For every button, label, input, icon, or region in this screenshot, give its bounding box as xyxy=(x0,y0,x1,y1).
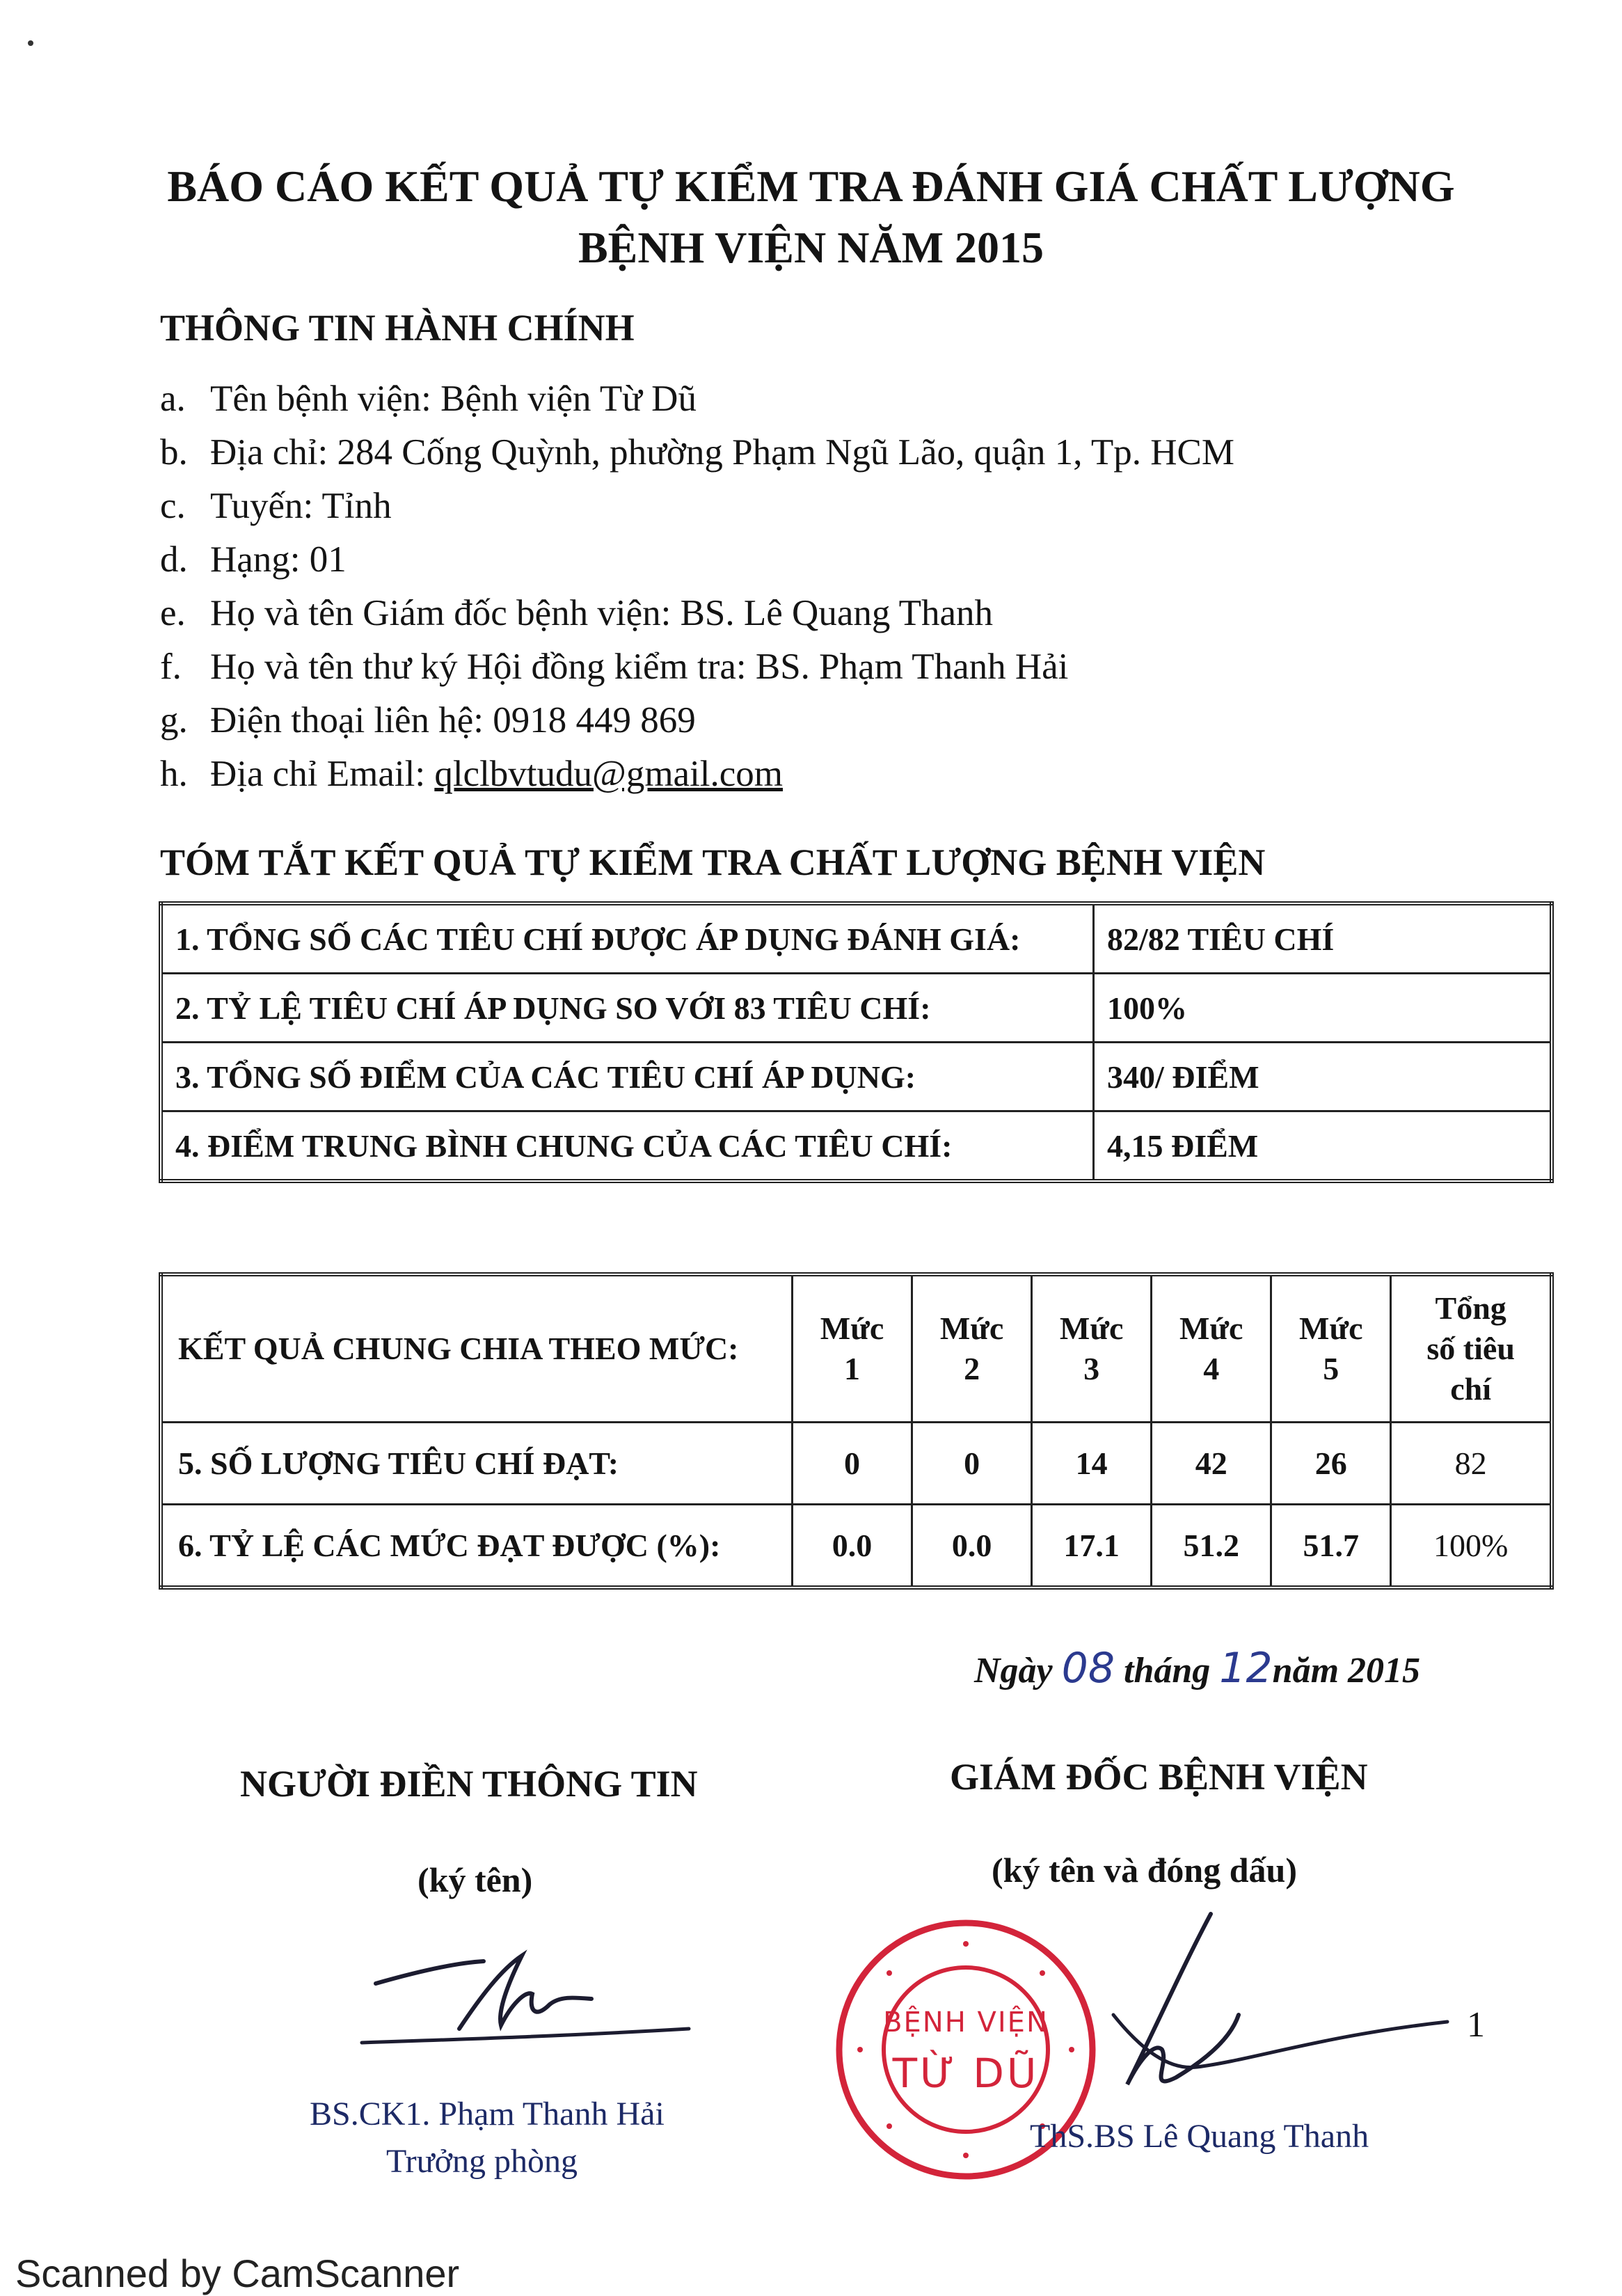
row-label: 5. SỐ LƯỢNG TIÊU CHÍ ĐẠT: xyxy=(161,1423,793,1505)
table-cell: 0 xyxy=(793,1423,912,1505)
info-item-hospital-name: a. Tên bệnh viện: Bệnh viện Từ Dũ xyxy=(160,379,697,419)
left-signature-mark xyxy=(362,1942,696,2060)
email-link[interactable]: qlclbvtudu@gmail.com xyxy=(434,754,784,794)
left-signer-instruction: (ký tên) xyxy=(418,1860,533,1899)
summary-label: 1. TỔNG SỐ CÁC TIÊU CHÍ ĐƯỢC ÁP DỤNG ĐÁNH GIÁ: xyxy=(161,903,1094,974)
handwritten-day: 08 xyxy=(1061,1644,1115,1693)
table-cell: 82 xyxy=(1391,1423,1552,1505)
column-header: Mức 5 xyxy=(1271,1274,1391,1423)
info-item-email: h. Địa chỉ Email: qlclbvtudu@gmail.com xyxy=(160,747,1234,801)
document-title-line2: BỆNH VIỆN NĂM 2015 xyxy=(578,223,1044,272)
table-row xyxy=(161,1505,1552,1588)
summary-value: 100% xyxy=(1094,974,1552,1043)
right-signature-mark xyxy=(1099,1910,1461,2119)
summary-heading: TÓM TẮT KẾT QUẢ TỰ KIỂM TRA CHẤT LƯỢNG BỆNH VIỆN xyxy=(160,841,1266,883)
admin-info-list xyxy=(160,372,1234,801)
info-item-rank: d. Hạng: 01 xyxy=(160,539,347,580)
table-cell: 42 xyxy=(1152,1423,1271,1505)
left-signer-role: Trưởng phòng xyxy=(386,2143,578,2180)
table-row xyxy=(161,903,1552,974)
summary-label: 3. TỔNG SỐ ĐIỂM CỦA CÁC TIÊU CHÍ ÁP DỤNG: xyxy=(161,1043,1094,1111)
info-item-director: e. Họ và tên Giám đốc bệnh viện: BS. Lê Quang Thanh xyxy=(160,593,994,633)
table-cell: 17.1 xyxy=(1032,1505,1152,1588)
summary-value: 82/82 TIÊU CHÍ xyxy=(1094,903,1552,974)
summary-table xyxy=(159,901,1554,1183)
table-cell: 100% xyxy=(1391,1505,1552,1588)
date-line: Ngày 08 tháng 12năm 2015 xyxy=(974,1644,1421,1693)
table-cell: 26 xyxy=(1271,1423,1391,1505)
stamp-line-1: BỆNH VIỆN xyxy=(883,2006,1049,2038)
scanner-watermark: Scanned by CamScanner xyxy=(15,2251,460,2295)
left-signer-name: BS.CK1. Phạm Thanh Hải xyxy=(310,2096,665,2132)
levels-table xyxy=(159,1272,1554,1590)
levels-header-row xyxy=(161,1274,1552,1423)
column-header: Tổng số tiêu chí xyxy=(1391,1274,1552,1423)
right-signer-title: GIÁM ĐỐC BỆNH VIỆN xyxy=(950,1756,1368,1798)
table-row xyxy=(161,1423,1552,1505)
table-cell: 51.7 xyxy=(1271,1505,1391,1588)
right-signer-name: ThS.BS Lê Quang Thanh xyxy=(1030,2118,1369,2155)
table-cell: 0 xyxy=(912,1423,1032,1505)
summary-value: 4,15 ĐIỂM xyxy=(1094,1111,1552,1182)
document-title-line1: BÁO CÁO KẾT QUẢ TỰ KIỂM TRA ĐÁNH GIÁ CHẤT LƯỢNG xyxy=(167,161,1455,211)
table-row xyxy=(161,1111,1552,1182)
row-label: 6. TỶ LỆ CÁC MỨC ĐẠT ĐƯỢC (%): xyxy=(161,1505,793,1588)
info-item-phone: g. Điện thoại liên hệ: 0918 449 869 xyxy=(160,700,696,741)
table-cell: 14 xyxy=(1032,1423,1152,1505)
table-cell: 51.2 xyxy=(1152,1505,1271,1588)
info-item-secretary: f. Họ và tên thư ký Hội đồng kiểm tra: BS. Phạm Thanh Hải xyxy=(160,647,1069,687)
handwritten-month: 12 xyxy=(1219,1644,1273,1693)
table-row xyxy=(161,974,1552,1043)
page-number: 1 xyxy=(1467,2005,1485,2045)
column-header: Mức 4 xyxy=(1152,1274,1271,1423)
column-header: Mức 1 xyxy=(793,1274,912,1423)
summary-label: 4. ĐIỂM TRUNG BÌNH CHUNG CỦA CÁC TIÊU CHÍ: xyxy=(161,1111,1094,1182)
table-cell: 0.0 xyxy=(793,1505,912,1588)
stamp-line-2: TỪ DŨ xyxy=(892,2050,1040,2097)
levels-header-label: KẾT QUẢ CHUNG CHIA THEO MỨC: xyxy=(161,1274,793,1423)
table-row xyxy=(161,1043,1552,1111)
admin-info-heading: THÔNG TIN HÀNH CHÍNH xyxy=(160,307,635,349)
summary-value: 340/ ĐIỂM xyxy=(1094,1043,1552,1111)
column-header: Mức 3 xyxy=(1032,1274,1152,1423)
scan-speck xyxy=(28,40,33,46)
table-cell: 0.0 xyxy=(912,1505,1032,1588)
summary-label: 2. TỶ LỆ TIÊU CHÍ ÁP DỤNG SO VỚI 83 TIÊU CHÍ: xyxy=(161,974,1094,1043)
info-item-address: b. Địa chỉ: 284 Cống Quỳnh, phường Phạm Ngũ Lão, quận 1, Tp. HCM xyxy=(160,432,1234,473)
column-header: Mức 2 xyxy=(912,1274,1032,1423)
info-item-level: c. Tuyến: Tỉnh xyxy=(160,486,392,526)
right-signer-instruction: (ký tên và đóng dấu) xyxy=(992,1851,1297,1890)
left-signer-title: NGƯỜI ĐIỀN THÔNG TIN xyxy=(240,1763,698,1805)
